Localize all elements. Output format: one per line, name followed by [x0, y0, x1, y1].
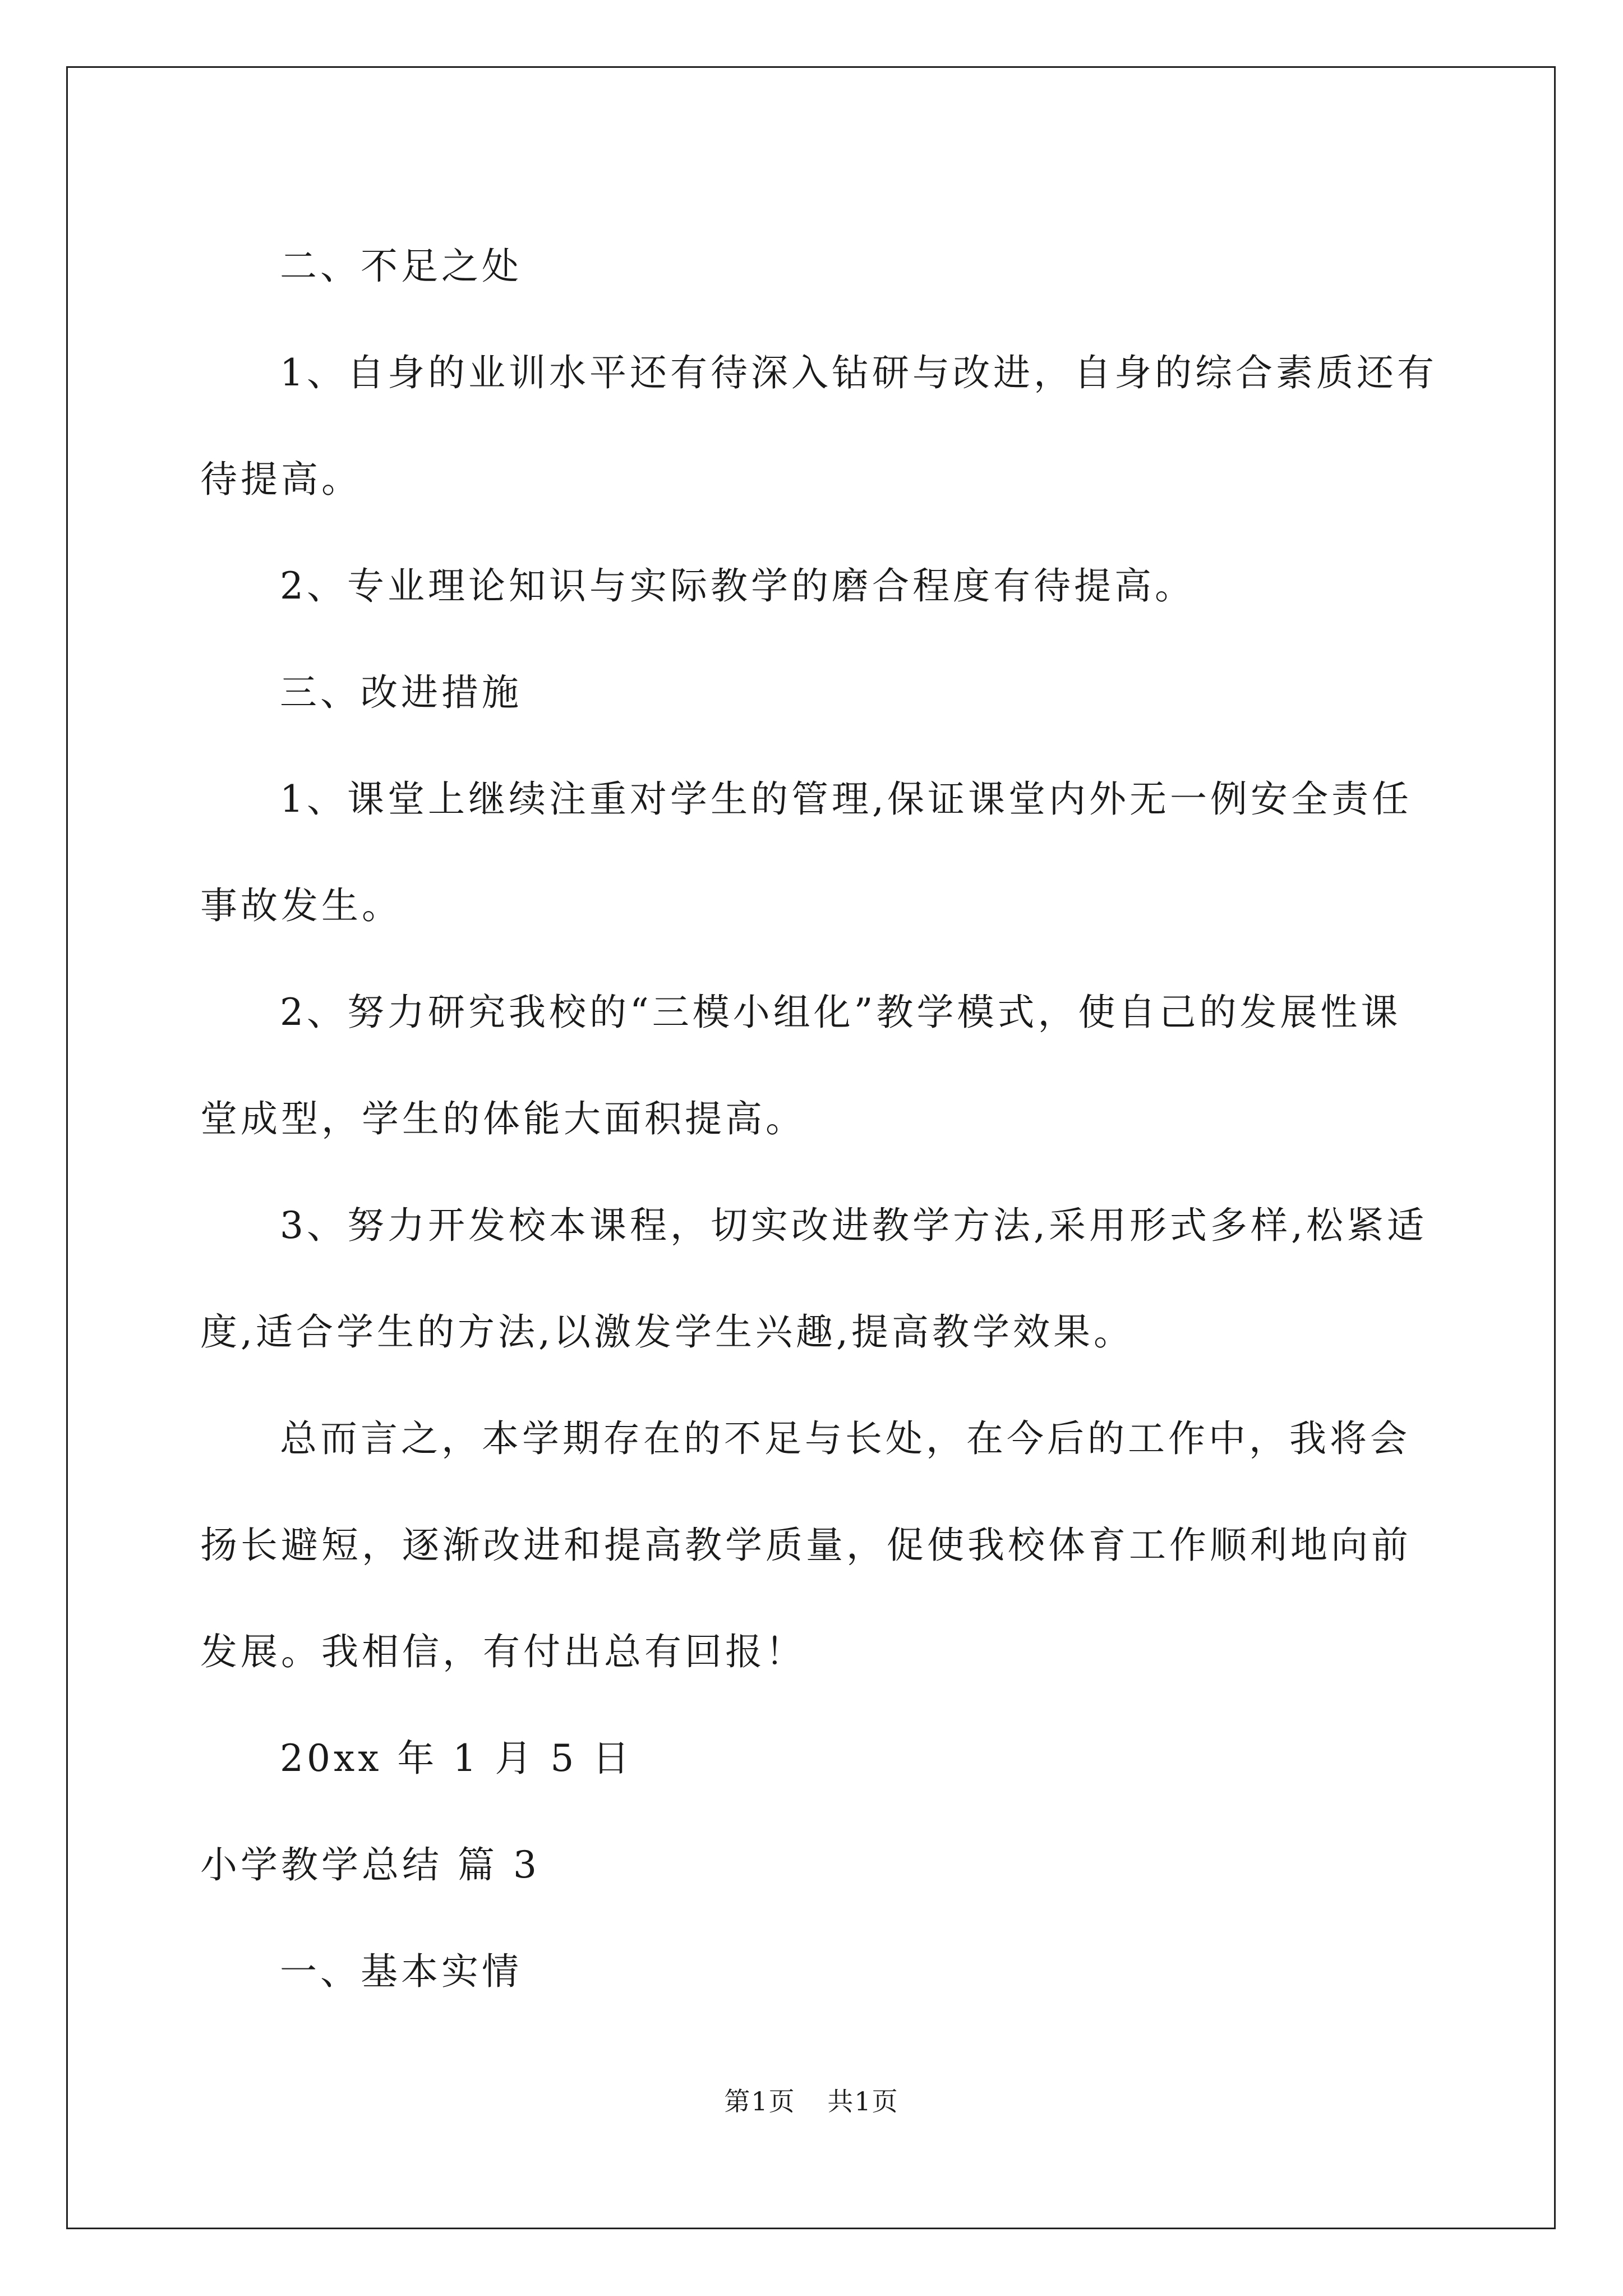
section-heading-improvements: 三、改进措施 [280, 671, 522, 714]
paragraph-line: 事故发生。 [200, 884, 402, 927]
section-heading-basic-situation: 一、基本实情 [280, 1950, 522, 1993]
page-footer [0, 2081, 1623, 2118]
paragraph-line: 堂成型，学生的体能大面积提高。 [200, 1097, 806, 1140]
article-title: 小学教学总结 篇 3 [200, 1843, 540, 1887]
paragraph-line: 2、努力研究我校的“三模小组化”教学模式，使自己的发展性课 [280, 991, 1401, 1034]
section-heading-shortcomings: 二、不足之处 [280, 245, 522, 288]
document-date: 20xx 年 1 月 5 日 [280, 1737, 633, 1780]
paragraph-line: 总而言之，本学期存在的不足与长处，在今后的工作中，我将会 [280, 1417, 1410, 1460]
page-total: 共1页 [827, 2086, 899, 2116]
paragraph-line: 度,适合学生的方法,以激发学生兴趣,提高教学效果。 [200, 1310, 1134, 1354]
paragraph-line: 2、专业理论知识与实际教学的磨合程度有待提高。 [280, 564, 1195, 608]
paragraph-line: 待提高。 [200, 458, 362, 501]
paragraph-line: 发展。我相信，有付出总有回报！ [200, 1630, 806, 1673]
paragraph-line: 1、自身的业训水平还有待深入钻研与改进，自身的综合素质还有 [280, 351, 1437, 394]
page-number: 第1页 [724, 2086, 796, 2116]
document-body [200, 213, 1437, 2025]
paragraph-line: 3、努力开发校本课程，切实改进教学方法,采用形式多样,松紧适 [280, 1204, 1427, 1247]
paragraph-line: 1、课堂上继续注重对学生的管理,保证课堂内外无一例安全责任 [280, 777, 1412, 821]
paragraph-line: 扬长避短，逐渐改进和提高教学质量，促使我校体育工作顺利地向前 [200, 1524, 1412, 1567]
